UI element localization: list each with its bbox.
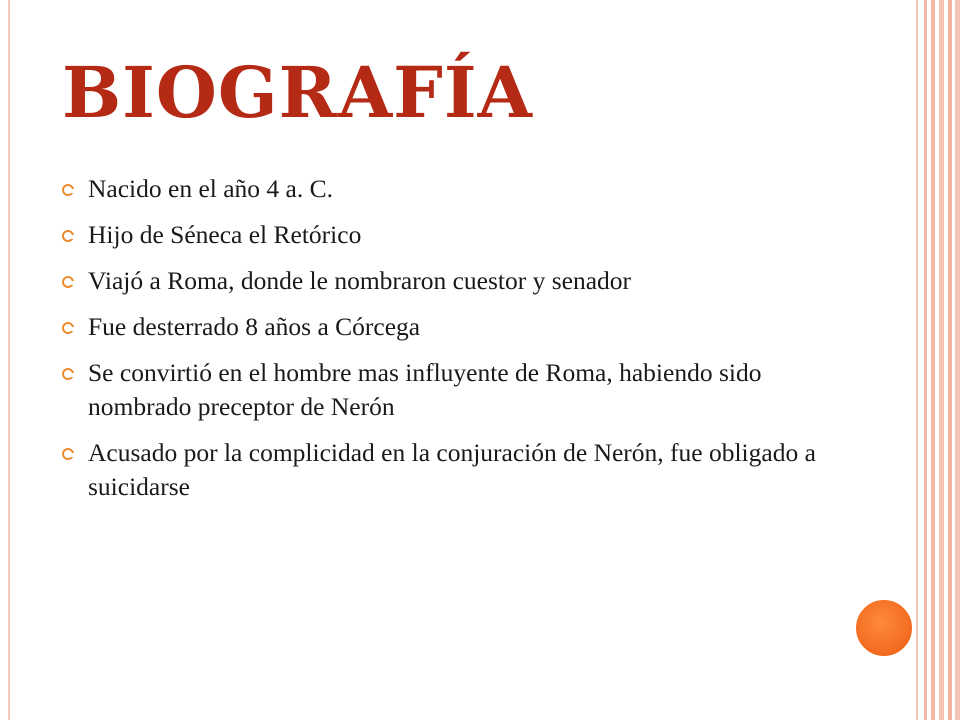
stripe (948, 0, 952, 720)
bullet-text: Fue desterrado 8 años a Córcega (88, 312, 421, 341)
bullet-circle-icon (62, 322, 74, 334)
bullet-item (62, 218, 822, 252)
bullet-circle-icon (62, 230, 74, 242)
bullet-circle-icon (62, 276, 74, 288)
slide-title: BIOGRAFÍA (62, 51, 533, 134)
bullet-item (62, 264, 822, 298)
bullet-circle-icon (62, 368, 74, 380)
stripe (955, 0, 960, 720)
stripe (939, 0, 944, 720)
bullet-text: Hijo de Séneca el Retórico (88, 220, 362, 249)
bullet-list (62, 172, 822, 516)
bullet-text: Se convirtió en el hombre mas influyente de Roma, habiendo sido nombrado preceptor de Nerón (88, 358, 762, 421)
bullet-item (62, 436, 822, 504)
bullet-text: Viajó a Roma, donde le nombraron cuestor y senador (88, 266, 632, 295)
bullet-item (62, 356, 822, 424)
bullet-circle-icon (62, 184, 74, 196)
stripe (924, 0, 927, 720)
accent-orb (854, 598, 914, 658)
bullet-text: Nacido en el año 4 a. C. (88, 174, 334, 203)
bullet-circle-icon (62, 448, 74, 460)
decorative-stripes (918, 0, 960, 720)
bullet-item (62, 172, 822, 206)
bullet-text: Acusado por la complicidad en la conjuración de Nerón, fue obligado a suicidarse (88, 438, 816, 501)
bullet-item (62, 310, 822, 344)
stripe (931, 0, 935, 720)
